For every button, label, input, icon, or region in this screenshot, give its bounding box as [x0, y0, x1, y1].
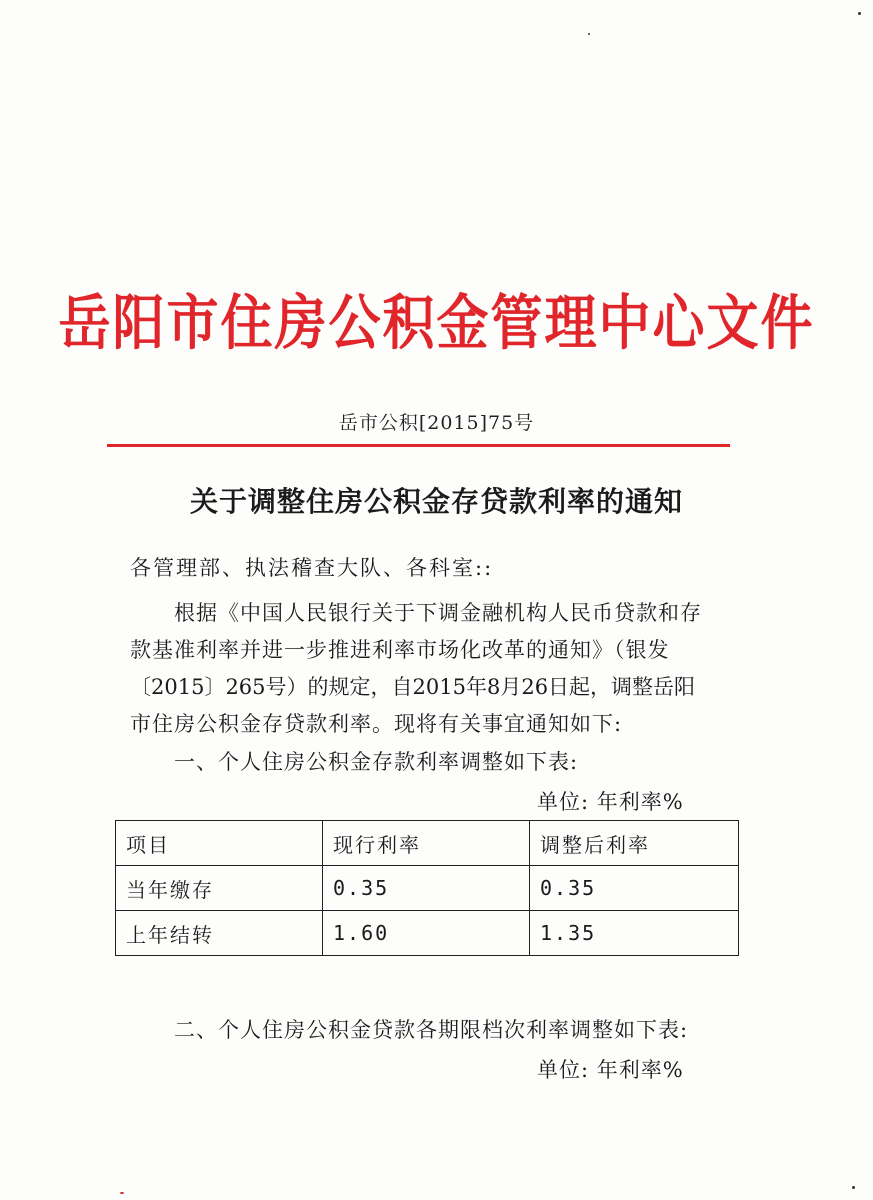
table-cell: 当年缴存 — [116, 866, 323, 911]
table-row — [116, 866, 739, 911]
organization-title: 岳阳市住房公积金管理中心文件 — [58, 289, 815, 359]
table-cell: 0.35 — [323, 866, 530, 911]
section2-heading: 二、个人住房公积金贷款各期限档次利率调整如下表: — [174, 1018, 689, 1042]
section1-unit-label: 单位: 年利率% — [537, 790, 684, 814]
table-cell: 上年结转 — [116, 911, 323, 956]
table-header-row — [116, 821, 739, 866]
table-cell: 1.35 — [530, 911, 739, 956]
scan-speck — [120, 1192, 124, 1194]
scan-speck — [588, 33, 590, 35]
notice-title: 关于调整住房公积金存贷款利率的通知 — [189, 485, 683, 518]
recipients-line: 各管理部、执法稽查大队、各科室:: — [130, 556, 494, 580]
table-row — [116, 911, 739, 956]
table-header-cell: 调整后利率 — [530, 821, 739, 866]
deposit-rate-table — [115, 820, 739, 956]
table-cell: 0.35 — [530, 866, 739, 911]
table-header-cell: 项目 — [116, 821, 323, 866]
paragraph-line: 根据《中国人民银行关于下调金融机构人民币贷款和存 — [174, 601, 702, 625]
document-number: 岳市公积[2015]75号 — [338, 412, 535, 434]
table-cell: 1.60 — [323, 911, 530, 956]
paragraph-line: 款基准利率并进一步推进利率市场化改革的通知》（银发 — [130, 638, 670, 662]
section1-heading: 一、个人住房公积金存款利率调整如下表: — [174, 750, 579, 774]
paragraph-line: 〔2015〕265号）的规定，自2015年8月26日起，调整岳阳 — [130, 675, 696, 699]
scan-speck — [858, 12, 861, 15]
table-header-cell: 现行利率 — [323, 821, 530, 866]
paragraph-line: 市住房公积金存贷款利率。现将有关事宜通知如下: — [130, 712, 623, 736]
red-divider-line — [107, 444, 730, 447]
scan-speck — [852, 1186, 855, 1189]
section2-unit-label: 单位: 年利率% — [537, 1058, 684, 1082]
